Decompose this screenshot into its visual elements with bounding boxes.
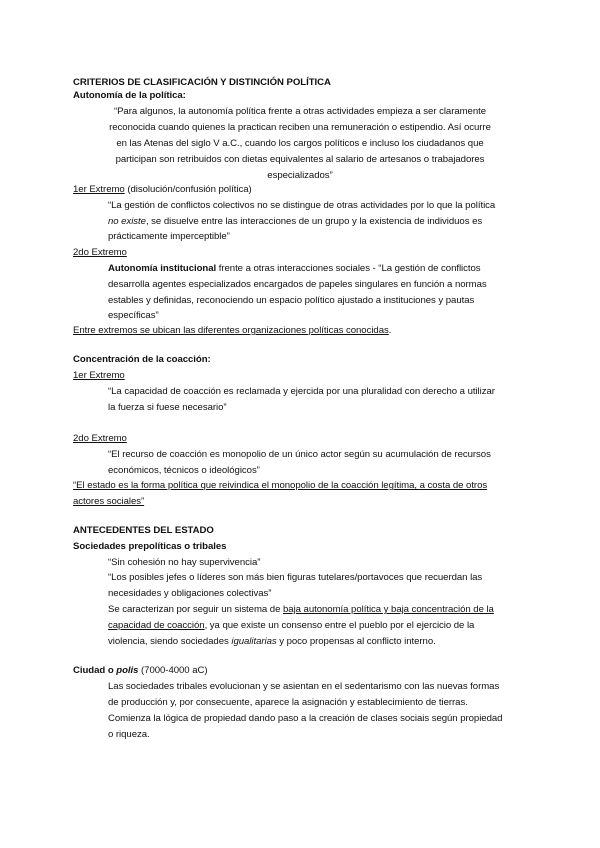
underlined-text: capacidad de coacción [108,620,205,631]
paragraph-line: o riqueza. [108,729,150,740]
subheading-tribales: Sociedades prepolíticas o tribales [73,541,227,552]
conclusion-line: “El estado es la forma política que reivindica el monopolio de la coacción legítima, a costa de otros [73,480,488,491]
paragraph-line [108,263,481,275]
paragraph-line [108,216,482,228]
coaccion-extremo2-label: 2do Extremo [73,433,127,444]
quote-line: “Los posibles jefes o líderes son más bien figuras tutelares/portavoces que recuerdan las [108,572,483,583]
subheading-polis [73,665,208,677]
bold-text: Ciudad o [73,665,117,676]
paragraph-line: “El recurso de coacción es monopolio de un único actor según su acumulación de recursos [108,449,491,460]
paragraph-line: específicas” [108,310,159,321]
paragraph-line: “La gestión de conflictos colectivos no se distingue de otras actividades por lo que la política [108,200,496,211]
quote-line: especializados” [267,170,333,181]
underlined-text: Entre extremos se ubican las diferentes organizaciones políticas conocidas [73,325,389,336]
paragraph-line [108,636,436,648]
text-span: , se disuelve entre las interacciones de un grupo y la existencia de individuos es [145,216,483,227]
text-span: violencia, siendo sociedades [108,636,232,647]
section-heading-criterios: CRITERIOS DE CLASIFICACIÓN Y DISTINCIÓN POLÍTICA [73,77,331,88]
paragraph-line: económicos, técnicos o ideológicos” [108,465,260,476]
subheading-coaccion: Concentración de la coacción: [73,354,211,365]
paragraph-line: de producción y, por consecuente, aparece la asignación y establecimiento de tierras. [108,697,468,708]
entre-extremos-line [73,325,391,337]
extremo2-label: 2do Extremo [73,247,127,258]
underlined-text: baja autonomía política y baja concentración de la [283,604,494,615]
text-span: (7000-4000 aC) [138,665,208,676]
paragraph-line: Las sociedades tribales evolucionan y se asientan en el sedentarismo con las nuevas formas [108,681,500,692]
quote-line: “Para algunos, la autonomía política frente a otras actividades empieza a ser claramente [113,106,487,117]
paragraph-line: “La capacidad de coacción es reclamada y ejercida por una pluralidad con derecho a utilizar [108,386,495,397]
text-span: y poco propensas al conflicto interno. [276,636,436,647]
bold-text: Autonomía institucional [108,263,217,274]
quote-line: reconocida cuando quienes la practican reciben una remuneración o estipendio. Así ocurre [109,122,491,133]
italic-text: igualitarias [231,636,277,647]
subheading-autonomia: Autonomía de la política: [73,90,186,101]
extremo1-suffix: (disolución/confusión política) [124,184,252,195]
paragraph-line [108,604,494,616]
coaccion-extremo1-label: 1er Extremo [73,370,125,381]
paragraph-line [108,620,474,632]
quote-line: participan son retribuidos con dietas equivalentes al salario de artesanos o trabajadores [115,154,485,165]
extremo1-heading [73,184,252,196]
text-span: frente a otras interacciones sociales - “La gestión de conflictos [216,263,481,274]
paragraph-line: estables y definidas, reconociendo un espacio político ajustado a instituciones y pautas [108,295,475,306]
paragraph-line: prácticamente imperceptible” [108,231,230,242]
text-span: Se caracterizan por seguir un sistema de [108,604,283,615]
quote-line: en las Atenas del siglo V a.C., cuando los cargos políticos e incluso los ciudadanos que [116,138,484,149]
conclusion-line: actores sociales” [73,496,145,507]
quote-line: necesidades y obligaciones colectivas” [108,588,272,599]
quote-line: “Sin cohesión no hay supervivencia” [108,557,261,568]
italic-text: polis [116,665,139,676]
paragraph-line: Comienza la lógica de propiedad dando paso a la creación de clases sociais según propiedad [108,713,503,724]
paragraph-line: la fuerza si fuese necesario” [108,402,227,413]
extremo1-label: 1er Extremo [73,184,125,195]
paragraph-line: desarrolla agentes especializados encargados de papeles singulares en función a normas [108,279,487,290]
section-heading-antecedentes: ANTECEDENTES DEL ESTADO [73,525,214,536]
text-span: , ya que existe un consenso entre el pueblo por el ejercicio de la [204,620,475,631]
italic-text: no existe [108,216,146,227]
text-span: . [388,325,392,336]
